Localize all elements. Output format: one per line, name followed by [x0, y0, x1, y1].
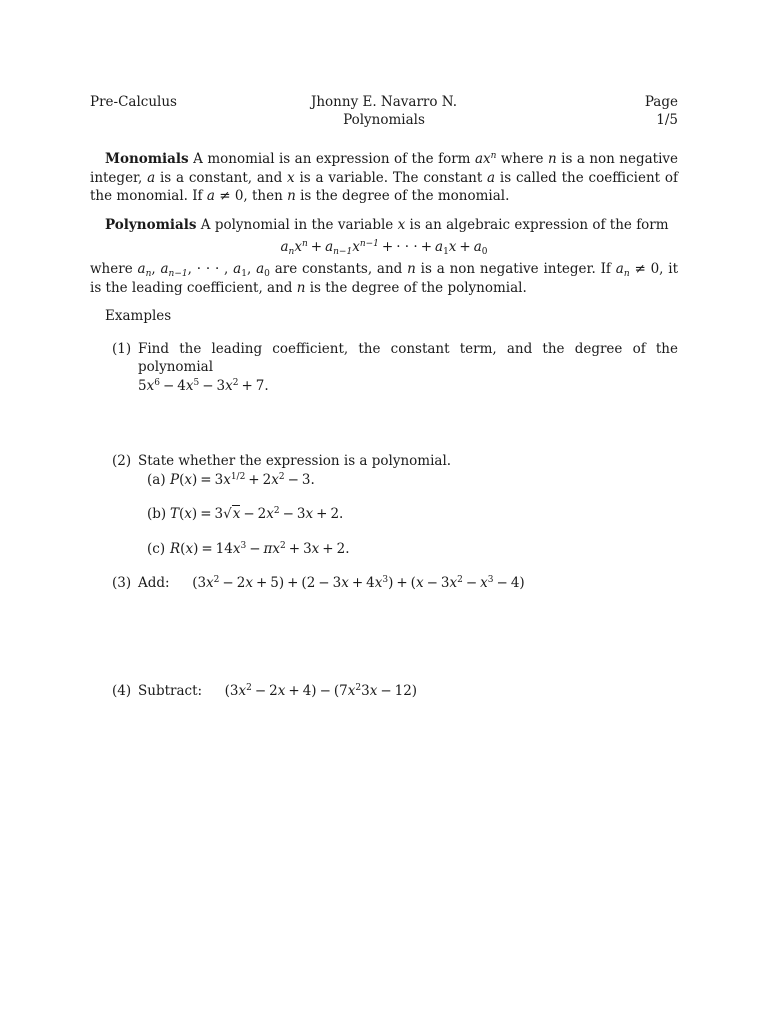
example-2c: (c) $R(x) = 14x^3 - \pi x^2 + 3x + 2$. [147, 540, 350, 557]
example-1-expression: $5x^6 - 4x^5 - 3x^2 + 7$. [138, 377, 269, 394]
header-center [90, 93, 678, 129]
example-number: (4) [112, 682, 132, 699]
page-number: 1/5 [656, 112, 678, 128]
example-2: (2) State whether the expression is a polynomial. (a) $P(x) = 3x^{1/2} + 2x^2 - 3$. (b) $T(x) = 3√x - 2x^2 - 3x + 2$. (c) $R(x) = 14x^3 - \pi x^2 + 3x + 2$. [90, 452, 678, 558]
topic-title: Polynomials [343, 112, 425, 128]
page-indicator [645, 93, 678, 129]
monomials-term: Monomials [105, 151, 189, 167]
polynomials-paragraph-cont: where $a_n$, $a_{n-1}$, · · · , $a_1$, $a_0$ are constants, and n is a non negative integer. If $a_n \ne 0$, it is the leading coefficient, and n is the degree of the polynomial. [90, 261, 679, 296]
example-2b: (b) $T(x) = 3√x - 2x^2 - 3x + 2$. [147, 506, 344, 522]
example-3: (3) Add: $(3x^2 - 2x + 5) + (2 - 3x + 4x^3) + (x - 3x^2 - x^3 - 4)$ [112, 575, 525, 591]
example-1: (1) Find the leading coefficient, the constant term, and the degree of the polynomial $5x^6 - 4x^5 - 3x^2 + 7$. [112, 340, 678, 394]
page-label: Page [644, 94, 678, 110]
example-number: (1) [112, 340, 132, 357]
course-name: Pre-Calculus [90, 94, 177, 110]
author-name: Jhonny E. Navarro N. [310, 94, 458, 110]
page-header [90, 93, 678, 133]
example-number: (3) [112, 575, 132, 591]
monomials-paragraph: Monomials A monomial is an expression of the form $ax^n$ where n is a non negative integer, a is a constant, and x is a variable. The constant a is called the coefficient of the monomial. If a ≠ 0, then n is the degree of the monomial. [90, 151, 679, 204]
polynomials-paragraph: Polynomials A polynomial in the variable x is an algebraic expression of the form [105, 216, 669, 233]
example-2a: (a) $P(x) = 3x^{1/2} + 2x^2 - 3$. [147, 471, 315, 488]
examples-heading: Examples [105, 308, 172, 324]
polynomials-term: Polynomials [105, 216, 197, 233]
document-page [90, 93, 678, 700]
example-4: (4) Subtract: $(3x^2 - 2x + 4) - (7x^23x - 12)$ [112, 682, 418, 699]
example-3-expression: $(3x^2 - 2x + 5) + (2 - 3x + 4x^3) + (x - 3x^2 - x^3 - 4)$ [192, 575, 525, 591]
polynomial-general-form: $a_nx^n + a_{n-1}x^{n-1}$ + · · · + $a_1x + a_0$ [280, 239, 488, 257]
example-4-expression: $(3x^2 - 2x + 4) - (7x^23x - 12)$ [224, 682, 418, 699]
example-number: (2) [112, 453, 132, 469]
